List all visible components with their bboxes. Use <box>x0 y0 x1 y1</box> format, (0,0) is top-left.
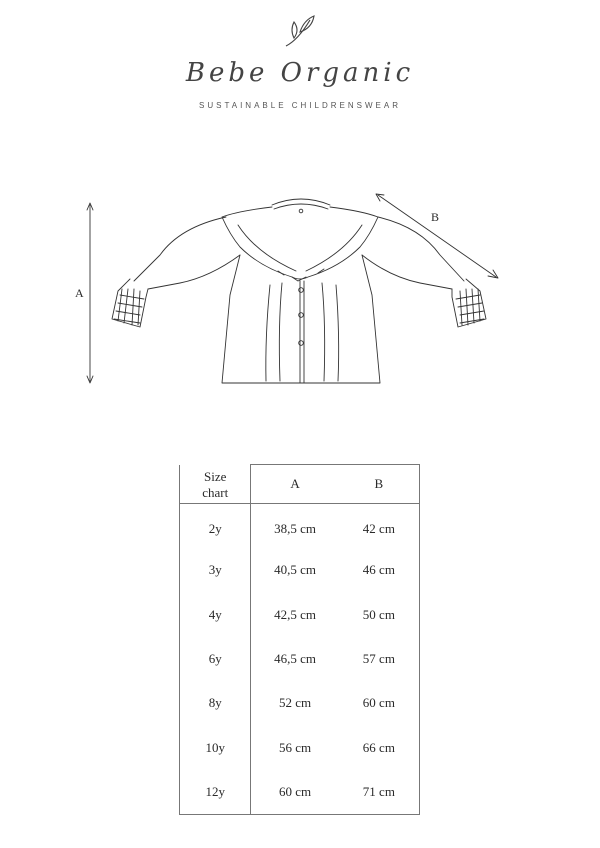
size-cell: 4y <box>180 593 251 637</box>
a-cell: 42,5 cm <box>274 606 317 622</box>
table-row <box>180 726 420 770</box>
size-cell: 2y <box>180 504 251 548</box>
size-chart-header <box>180 465 420 504</box>
table-row <box>180 681 420 725</box>
size-cell: 8y <box>180 681 251 725</box>
brand-name: Bebe Organic <box>185 58 415 88</box>
a-cell: 60 cm <box>251 770 339 814</box>
b-cell: 57 cm <box>339 637 420 681</box>
leaf-logo-icon <box>276 12 324 52</box>
a-cell: 40,5 cm <box>274 562 317 578</box>
a-cell: 52 cm <box>279 695 312 711</box>
header-col-a: A <box>251 465 339 504</box>
blouse-diagram <box>60 185 540 395</box>
b-cell: 71 cm <box>339 770 420 814</box>
table-row <box>180 770 420 814</box>
table-row <box>180 637 420 681</box>
a-cell: 38,5 cm <box>274 521 317 537</box>
brand-tagline: SUSTAINABLE CHILDRENSWEAR <box>199 101 401 110</box>
measurement-label-b: B <box>431 210 440 224</box>
size-cell: 3y <box>180 548 251 592</box>
header-size-chart: Size chart <box>180 465 251 504</box>
table-row <box>180 548 420 592</box>
measurement-label-a: A <box>75 286 84 300</box>
header-col-b: B <box>339 465 420 504</box>
size-cell: 10y <box>180 726 251 770</box>
table-row <box>180 504 420 548</box>
b-cell: 50 cm <box>339 593 420 637</box>
size-cell: 12y <box>180 770 251 814</box>
table-row <box>180 593 420 637</box>
size-cell: 6y <box>180 637 251 681</box>
size-chart-table <box>179 464 420 815</box>
a-cell: 56 cm <box>279 739 312 755</box>
b-cell: 46 cm <box>339 548 420 592</box>
a-cell: 46,5 cm <box>274 651 317 667</box>
b-cell: 60 cm <box>339 681 420 725</box>
b-cell: 42 cm <box>339 504 420 548</box>
b-cell: 66 cm <box>339 726 420 770</box>
